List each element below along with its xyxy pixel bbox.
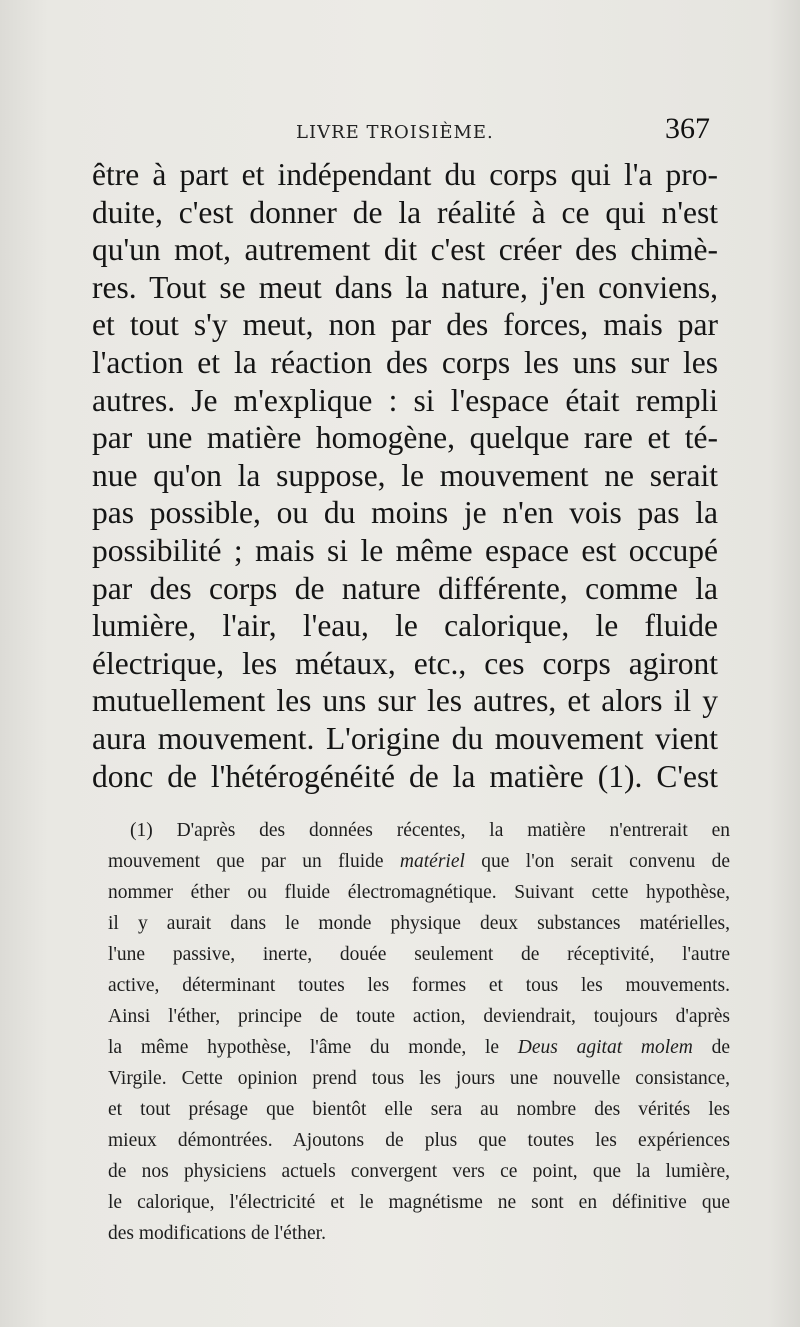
footnote-line	[108, 1032, 730, 1063]
footnote-text: de	[692, 1037, 730, 1058]
text-line: res. Tout se meut dans la nature, j'en conviens,	[92, 269, 718, 305]
footnote-line: (1) D'après des données récentes, la matière n'entrerait en	[130, 820, 730, 841]
footnote-line: le calorique, l'électricité et le magnétisme ne sont en définitive que	[108, 1192, 730, 1213]
text-line: par une matière homogène, quelque rare et té-	[92, 420, 718, 456]
footnote-text: que l'on serait convenu de	[464, 851, 730, 872]
footnote-line: mieux démontrées. Ajoutons de plus que toutes les expériences	[108, 1130, 730, 1151]
text-line: duite, c'est donner de la réalité à ce qui n'est	[92, 194, 718, 230]
footnote-line: l'une passive, inerte, douée seulement de réceptivité, l'autre	[108, 944, 730, 965]
text-line: nue qu'on la suppose, le mouvement ne serait	[92, 457, 718, 493]
text-line: être à part et indépendant du corps qui l'a pro-	[92, 157, 718, 192]
text-line: électrique, les métaux, etc., ces corps agiront	[92, 645, 718, 681]
footnote-line: active, déterminant toutes les formes et tous les mouvements.	[108, 975, 730, 996]
page-number: 367	[665, 112, 710, 145]
footnote-italic-text: matériel	[399, 851, 465, 872]
text-line: mutuellement les uns sur les autres, et alors il y	[92, 683, 718, 719]
text-line: aura mouvement. L'origine du mouvement vient	[92, 720, 718, 756]
footnote-line: nommer éther ou fluide électromagnétique. Suivant cette hypothèse,	[108, 882, 730, 903]
footnote-line: il y aurait dans le monde physique deux substances matérielles,	[108, 913, 730, 934]
text-line: l'action et la réaction des corps les uns sur les	[92, 344, 718, 380]
footnote-line: Ainsi l'éther, principe de toute action, deviendrait, toujours d'après	[108, 1006, 730, 1027]
text-line: donc de l'hétérogénéité de la matière (1). C'est	[92, 758, 718, 794]
footnote-line: Virgile. Cette opinion prend tous les jours une nouvelle consistance,	[108, 1068, 730, 1089]
footnote-italic-text: Deus agitat molem	[517, 1037, 693, 1058]
footnote-line	[108, 846, 730, 877]
footnote-line: et tout présage que bientôt elle sera au nombre des vérités les	[108, 1099, 730, 1120]
text-line: et tout s'y meut, non par des forces, mais par	[92, 307, 718, 343]
running-title: LIVRE TROISIÈME.	[296, 122, 494, 143]
text-line: pas possible, ou du moins je n'en vois pas la	[92, 495, 718, 531]
footnote-text: mouvement que par un fluide	[108, 851, 400, 872]
footnote-line: des modifications de l'éther.	[108, 1223, 326, 1244]
text-line: qu'un mot, autrement dit c'est créer des chimè-	[92, 232, 718, 268]
page-header	[100, 112, 710, 152]
footnote-line: de nos physiciens actuels convergent vers ce point, que la lumière,	[108, 1161, 730, 1182]
text-line: lumière, l'air, l'eau, le calorique, le fluide	[92, 608, 718, 644]
footnote-text: la même hypothèse, l'âme du monde, le	[108, 1037, 518, 1058]
text-line: autres. Je m'explique : si l'espace était rempli	[92, 382, 718, 418]
main-text	[92, 156, 718, 795]
text-line: possibilité ; mais si le même espace est occupé	[92, 532, 718, 568]
footnote	[108, 815, 730, 1249]
text-line: par des corps de nature différente, comme la	[92, 570, 718, 606]
